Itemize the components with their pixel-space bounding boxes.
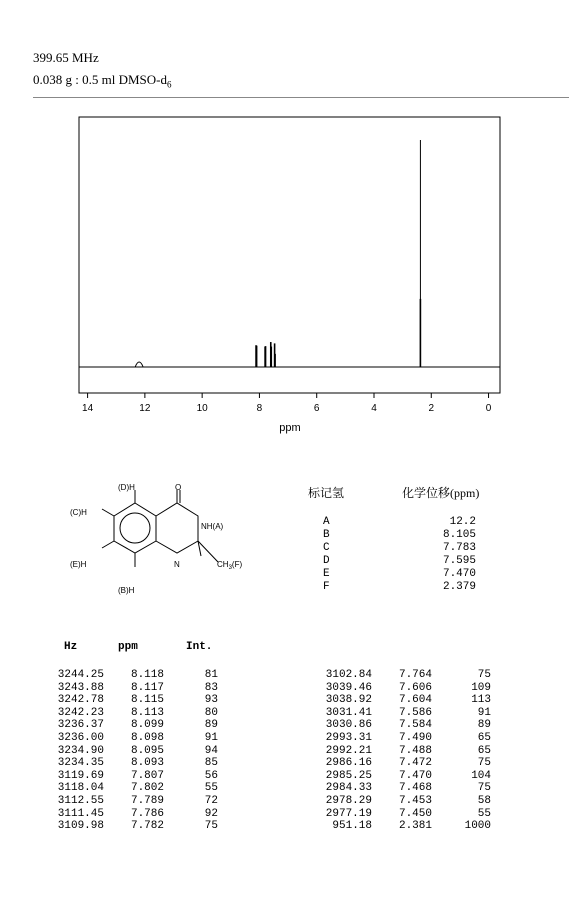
table-row (42, 770, 218, 783)
cell-hz: 2978.29 (325, 794, 372, 807)
cell-ppm: 7.453 (398, 794, 432, 807)
cell-hz: 3244.25 (57, 669, 104, 681)
label-d: (D)H (118, 483, 135, 492)
cell-hz: 2993.31 (325, 731, 372, 744)
table-row (305, 770, 491, 783)
cell-hz: 3234.35 (57, 757, 104, 770)
col-header-ppm: ppm (118, 641, 138, 653)
cell-ppm: 7.786 (130, 807, 164, 820)
cell-hz: 3030.86 (325, 719, 372, 732)
cell-ppm: 7.488 (398, 744, 432, 757)
cell-hz: 2992.21 (325, 744, 372, 757)
table-row (305, 682, 491, 695)
cell-ppm: 7.586 (398, 706, 432, 719)
table-row (42, 707, 218, 720)
cell-ppm: 7.606 (398, 681, 432, 694)
pyrimidine-ring (156, 503, 198, 553)
table-row (42, 745, 218, 758)
table-row (305, 669, 491, 682)
cell-int: 55 (204, 782, 218, 795)
cell-ppm: 8.118 (130, 669, 164, 681)
table-row (305, 820, 491, 833)
assignment-label: D (323, 555, 330, 567)
peak-table-right (305, 669, 491, 833)
cell-int: 91 (477, 706, 491, 719)
table-row (42, 719, 218, 732)
cell-hz: 3038.92 (325, 694, 372, 707)
cell-int: 80 (204, 706, 218, 719)
cell-hz: 3242.78 (57, 694, 104, 707)
cell-ppm: 8.093 (130, 757, 164, 770)
assignment-header-shift: 化学位移(ppm) (402, 486, 480, 500)
table-row (42, 820, 218, 833)
cell-int: 58 (477, 794, 491, 807)
table-row (305, 757, 491, 770)
aromatic-circle (120, 513, 150, 543)
solvent-subscript: 6 (166, 79, 172, 90)
assignment-label: A (323, 516, 330, 528)
x-tick-label: 14 (82, 403, 94, 414)
cell-int: 104 (471, 769, 491, 782)
table-row (305, 732, 491, 745)
cell-hz: 3118.04 (57, 782, 104, 795)
table-row (42, 808, 218, 821)
cell-int: 83 (204, 681, 218, 694)
assignment-values (400, 516, 476, 594)
assignment-value: 12.2 (449, 516, 476, 528)
table-row (305, 694, 491, 707)
table-row (305, 707, 491, 720)
cell-int: 75 (477, 757, 491, 770)
table-row (42, 795, 218, 808)
table-row (305, 745, 491, 758)
label-o: O (175, 483, 182, 492)
assignment-label: F (323, 581, 330, 593)
cell-ppm: 7.468 (398, 782, 432, 795)
label-b: (B)H (118, 586, 135, 595)
table-row (42, 782, 218, 795)
table-row (305, 808, 491, 821)
x-tick-label: 6 (313, 403, 320, 414)
cell-int: 72 (204, 794, 218, 807)
cell-hz: 3031.41 (325, 706, 372, 719)
x-tick-label: 12 (139, 403, 151, 414)
assignment-label: C (323, 542, 330, 554)
ch-bond-c (102, 509, 114, 516)
x-tick-label: 8 (256, 403, 263, 414)
cell-ppm: 7.490 (398, 731, 432, 744)
label-e: (E)H (70, 560, 87, 569)
cell-hz: 2977.19 (325, 807, 372, 820)
cell-hz: 3236.37 (57, 719, 104, 732)
cell-hz: 3234.90 (57, 744, 104, 757)
cell-hz: 951.18 (332, 820, 372, 833)
cell-int: 94 (204, 744, 218, 757)
cell-int: 1000 (464, 820, 491, 833)
cell-ppm: 8.095 (130, 744, 164, 757)
table-row (305, 719, 491, 732)
x-tick-label: 0 (485, 403, 492, 414)
cell-int: 75 (204, 820, 218, 833)
cell-hz: 3109.98 (57, 820, 104, 833)
cell-ppm: 7.604 (398, 694, 432, 707)
cell-hz: 3112.55 (57, 794, 104, 807)
assignment-labels (323, 516, 343, 594)
label-ch3 (217, 560, 242, 571)
assignment-value: 7.783 (442, 542, 476, 554)
cell-hz: 2985.25 (325, 769, 372, 782)
cell-ppm: 7.470 (398, 769, 432, 782)
assignment-label: E (323, 568, 330, 580)
x-tick-label: 10 (196, 403, 208, 414)
cell-ppm: 8.099 (130, 719, 164, 732)
cell-int: 56 (204, 769, 218, 782)
cell-ppm: 8.098 (130, 731, 164, 744)
cell-ppm: 8.115 (130, 694, 164, 707)
cell-int: 81 (204, 669, 218, 681)
methyl-bond (198, 541, 218, 562)
assignment-header-label: 标记氢 (308, 486, 345, 500)
cell-ppm: 7.782 (130, 820, 164, 833)
x-tick-label: 2 (428, 403, 435, 414)
cell-hz: 3111.45 (57, 807, 104, 820)
table-row (42, 757, 218, 770)
cell-hz: 3119.69 (57, 769, 104, 782)
col-header-hz: Hz (64, 641, 78, 653)
cell-hz: 2986.16 (325, 757, 372, 770)
cell-ppm: 7.584 (398, 719, 432, 732)
cell-int: 89 (204, 719, 218, 732)
cell-ppm: 7.764 (398, 669, 432, 681)
label-n: N (174, 560, 180, 569)
label-f: (F) (231, 560, 243, 569)
cell-ppm: 2.381 (398, 820, 432, 833)
cell-ppm: 7.802 (130, 782, 164, 795)
cell-hz: 3236.00 (57, 731, 104, 744)
cell-ppm: 8.117 (130, 681, 164, 694)
table-row (305, 782, 491, 795)
table-row (42, 694, 218, 707)
cell-int: 75 (477, 782, 491, 795)
label-c: (C)H (70, 508, 87, 517)
label-ch3-sub: 3 (228, 565, 232, 571)
peak-table-left (42, 669, 218, 833)
cell-int: 113 (471, 694, 491, 707)
cell-hz: 3242.23 (57, 706, 104, 719)
cell-hz: 3102.84 (325, 669, 372, 681)
table-row (305, 795, 491, 808)
cell-ppm: 7.450 (398, 807, 432, 820)
cell-int: 109 (471, 681, 491, 694)
x-axis-label: ppm (279, 422, 301, 434)
cell-int: 91 (204, 731, 218, 744)
cell-ppm: 7.807 (130, 769, 164, 782)
cell-hz: 3243.88 (57, 681, 104, 694)
cell-ppm: 7.789 (130, 794, 164, 807)
col-header-int: Int. (186, 641, 213, 653)
cell-int: 93 (204, 694, 218, 707)
assignment-value: 2.379 (442, 581, 476, 593)
assignment-value: 7.595 (442, 555, 476, 567)
label-nh-a: NH(A) (201, 522, 224, 531)
assignment-label: B (323, 529, 330, 541)
cell-int: 65 (477, 731, 491, 744)
assignment-value: 7.470 (442, 568, 476, 580)
cell-ppm: 7.472 (398, 757, 432, 770)
label-ch3-text: CH (217, 560, 229, 569)
ch-bond-e (102, 541, 114, 548)
cell-int: 75 (477, 669, 491, 681)
solvent-text: 0.038 g : 0.5 ml DMSO-d (33, 72, 167, 87)
cell-hz: 3039.46 (325, 681, 372, 694)
cell-int: 65 (477, 744, 491, 757)
assignment-value: 8.105 (442, 529, 476, 541)
cell-int: 92 (204, 807, 218, 820)
table-row (42, 682, 218, 695)
cell-hz: 2984.33 (325, 782, 372, 795)
x-tick-label: 4 (371, 403, 377, 414)
cell-int: 55 (477, 807, 491, 820)
cell-int: 85 (204, 757, 218, 770)
table-row (42, 669, 218, 682)
cell-int: 89 (477, 719, 491, 732)
spectrometer-frequency: 399.65 MHz (33, 50, 99, 65)
table-row (42, 732, 218, 745)
cell-ppm: 8.113 (130, 706, 164, 719)
